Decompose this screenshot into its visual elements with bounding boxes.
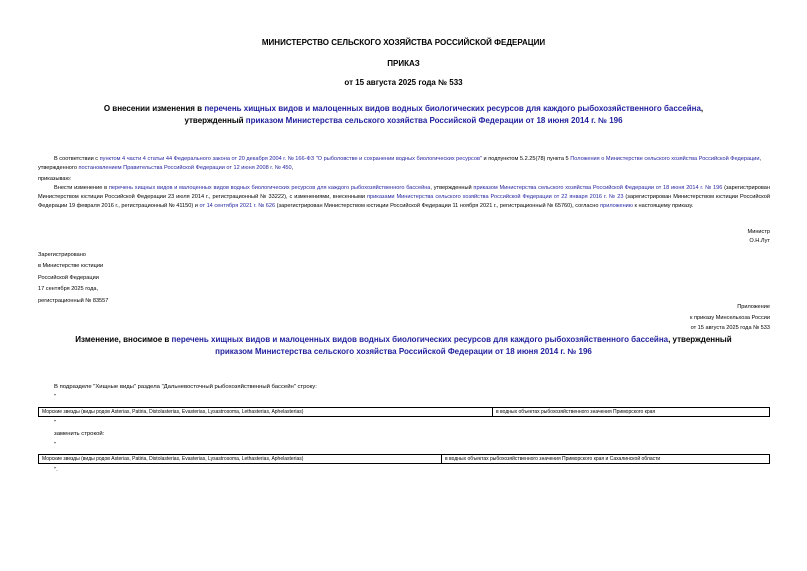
title-comma: ,	[700, 104, 704, 113]
preamble-text-2: и подпунктом 5.2.25(78) пункта 5	[481, 156, 571, 162]
species-cell: Морские звезды (виды родов Asterias, Patiria, Distolasterias, Evasterias, Lysastrosoma, Lethasterias, Aphelasterias)	[39, 408, 493, 417]
body-link-order-23[interactable]: приказами Министерства сельского хозяйства Российской Федерации от 22 января 2016 г. № 23	[367, 193, 624, 200]
appendix-ref-line: Приложение	[737, 304, 770, 310]
body-text-6: к настоящему приказу.	[632, 202, 694, 209]
signature-block	[600, 228, 770, 246]
preamble-link-regulation[interactable]: Положения о Министерстве сельского хозяйства Российской Федерации	[570, 156, 760, 162]
body-link-order-196[interactable]: приказом Министерства сельского хозяйства Российской Федерации от 18 июня 2014 г. № 196	[473, 185, 723, 191]
table-row	[39, 408, 770, 417]
replace-with: заменить строкой:	[54, 431, 105, 437]
doc-title-line1	[30, 103, 777, 115]
region-cell: в водных объектах рыбохозяйственного значения Приморского края и Сахалинской области	[442, 455, 770, 464]
appendix-title-link-order[interactable]: приказом Министерства сельского хозяйства Российской Федерации от 18 июня 2014 г. № 196	[215, 346, 592, 356]
body-text-2: , утвержденный	[430, 185, 474, 191]
quote-close: "	[54, 420, 57, 426]
quote-open: "	[54, 394, 57, 400]
body-text-3: (зарегистрирован Министерством юстиции Российской Федерации 23 июля 2014 г., регистрационный № 33222), с изменениями, внесенными	[38, 185, 770, 200]
old-row-table	[38, 407, 770, 417]
body-text-4: (зарегистрирован Министерством юстиции Российской Федерации 19 февраля 2016 г., регистрационный № 41150) и	[38, 193, 771, 209]
title-link-order[interactable]: приказом Министерства сельского хозяйства Российской Федерации от 18 июня 2014 г. № 196	[245, 116, 623, 125]
appendix-ref-line: к приказу Минсельхоза России	[690, 314, 770, 321]
table-row	[39, 455, 770, 464]
appendix-title-link-list[interactable]: перечень хищных видов и малоценных видов водных биологических ресурсов для каждого рыбохозяйственного бассейна	[171, 335, 669, 344]
registration-line: Российской Федерации	[38, 274, 99, 281]
body-link-order-626[interactable]: от 14 сентября 2021 г. № 626	[199, 202, 276, 209]
ministry-heading: МИНИСТЕРСТВО СЕЛЬСКОГО ХОЗЯЙСТВА РОССИЙСКОЙ ФЕДЕРАЦИИ	[261, 38, 546, 47]
preamble-paragraph	[38, 155, 770, 173]
appendix-title-prefix: Изменение, вносимое в	[75, 335, 172, 344]
appendix-ref-line: от 15 августа 2025 года № 533	[690, 325, 770, 332]
preamble-text-1: В соответствии с	[54, 156, 100, 162]
preamble-text-4: ,	[291, 164, 294, 171]
order-word: приказываю:	[38, 176, 72, 182]
appendix-reference	[560, 302, 770, 334]
doc-date-number: от 15 августа 2025 года № 533	[344, 78, 463, 87]
preamble-link-resolution[interactable]: постановлением Правительства Российской Федерации от 12 июня 2008 г. № 450	[78, 164, 292, 171]
region-cell: в водных объектах рыбохозяйственного значения Приморского края	[493, 408, 770, 417]
registration-line: Зарегистрировано	[38, 252, 86, 258]
registration-line: регистрационный № 83557	[38, 297, 109, 304]
signature-name: О.Н.Лут	[749, 237, 770, 244]
title-prefix: О внесении изменения в	[103, 104, 205, 113]
quote-close-2: ".	[54, 467, 58, 473]
body-link-list[interactable]: перечень хищных видов и малоценных видов водных биологических ресурсов для каждого рыбохозяйственного бассейна	[108, 185, 431, 191]
doc-type: ПРИКАЗ	[387, 59, 420, 68]
appendix-title-mid: , утвержденный	[668, 335, 732, 344]
signature-position: Министр	[747, 229, 770, 235]
preamble-link-federal-law[interactable]: пунктом 4 части 4 статьи 44 Федерального закона от 20 декабря 2004 г. № 166-ФЗ "О рыболовстве и сохранении водных биологических ресурсов"	[99, 156, 482, 162]
doc-title	[30, 103, 777, 127]
appendix-title-line2	[20, 346, 787, 358]
new-row-table	[38, 454, 770, 464]
body-paragraph	[38, 184, 770, 210]
body-text-1: Внести изменение в	[54, 185, 109, 191]
body-link-appendix[interactable]: приложению	[600, 202, 633, 209]
appendix-title	[20, 334, 787, 357]
title-link-list[interactable]: перечень хищных видов и малоценных видов водных биологических ресурсов для каждого рыбохозяйственного бассейна	[204, 104, 701, 113]
registration-block	[38, 250, 108, 307]
registration-line: 17 сентября 2025 года,	[38, 286, 99, 293]
title-line2-prefix: утвержденный	[184, 116, 246, 125]
change-intro: В подразделе "Хищные виды" раздела "Дальневосточный рыбохозяйственный бассейн" строку:	[54, 384, 317, 390]
quote-open-2: "	[54, 442, 57, 448]
species-cell: Морские звезды (виды родов Asterias, Patiria, Distolasterias, Evasterias, Lysastrosoma, Lethasterias, Aphelasterias)	[39, 455, 442, 464]
registration-line: в Министерстве юстиции	[38, 263, 104, 270]
doc-title-line2	[30, 115, 777, 127]
appendix-title-line1	[20, 334, 787, 346]
preamble-text-3: , утвержденного	[38, 156, 762, 171]
body-text-5: (зарегистрирован Министерством юстиции Российской Федерации 11 ноября 2021 г., регистрационный № 65760), согласно	[275, 202, 601, 209]
